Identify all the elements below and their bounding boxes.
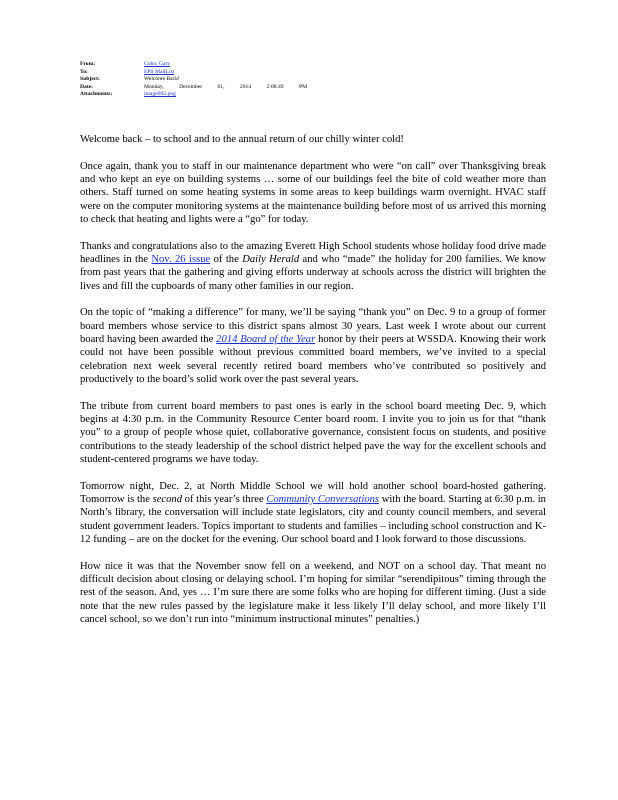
paragraph-snow: How nice it was that the November snow fell on a weekend, and NOT on a school day. That meant no difficult decision about closing or delaying school. I’m hoping for similar “serendipitous” timing through the rest of the season. And, yes … I’m sure there are some folks who are hoping for different timing. (Just a side note that the new rules passed by the legislature make it less likely I’ll delay school, and more likely I’ll cancel school, so we don’t run into “minimum instructional minutes” penalties.): [80, 560, 546, 626]
subject-row: [80, 76, 520, 84]
paragraph-tribute: The tribute from current board members to past ones is early in the school board meeting Dec. 9, which begins at 4:30 p.m. in the Community Resource Center board room. I invite you to join us for that “thank you” to a group of people whose quiet, collaborative governance, consistent focus on students, and positive contributions to the steady leadership of the school district helped pave the way for the excellent schools and student-centered programs we have today.: [80, 400, 546, 466]
community-conversations-link[interactable]: [266, 494, 379, 505]
email-header: [80, 61, 520, 99]
email-body: [80, 133, 546, 626]
link-text: Community Conversations: [266, 494, 380, 506]
text-segment: of this year’s three: [182, 494, 267, 506]
emphasis-second: second: [152, 494, 182, 506]
from-label: From:: [80, 61, 96, 67]
attachment-link[interactable]: image002.png: [144, 91, 176, 98]
date-row: [80, 84, 520, 92]
paragraph-welcome: Welcome back – to school and to the annual return of our chilly winter cold!: [80, 134, 404, 145]
from-row: [80, 61, 520, 69]
text-segment: On the topic of “making a difference” for many, we’ll be saying “thank you” on Dec. 9 to a group of former board members whose service to this district spans almost 30 years. Last week I wrote about our current board having been awarded the: [80, 307, 546, 346]
text-segment: of the: [210, 254, 243, 265]
date-time: 2:08:49: [266, 83, 284, 90]
attachments-label: Attachments:: [80, 91, 113, 98]
date-daynum: 01,: [217, 83, 225, 90]
date-day: Monday,: [144, 83, 164, 90]
board-of-the-year-link[interactable]: [216, 334, 315, 345]
nov-26-issue-link[interactable]: Nov. 26 issue: [151, 254, 211, 265]
date-value: [144, 84, 520, 92]
from-link[interactable]: Cohn, Gary: [144, 61, 171, 67]
to-link[interactable]: EPS MailList: [144, 68, 175, 75]
to-label: To:: [80, 68, 88, 75]
newspaper-name: Daily Herald: [242, 254, 300, 265]
text-segment: Tomorrow night, Dec. 2, at North Middle School we will hold another school board-hosted gathering. Tomorrow is the: [80, 480, 546, 506]
to-row: [80, 69, 520, 77]
paragraph-maintenance: Once again, thank you to staff in our maintenance department who were “on call” over Thanksgiving break and who kept an eye on building systems … some of our buildings feel the bite of cold weather more than others. Staff turned on some heating systems in some areas to keep buildings warm overnight. HVAC staff were on the computer monitoring systems at the maintenance building before most of us arrived this morning to check that heating and lights were a “go” for today.: [80, 160, 546, 226]
subject-value: Welcome Back!: [144, 76, 180, 83]
text-segment: and who “made” the holiday for 200 families. We know from past years that the gathering and giving efforts underway at schools across the district will brighten the lives and fill the cupboards of many other families in our region.: [80, 254, 546, 292]
date-year: 2014: [239, 83, 252, 90]
paragraph-food-drive: [80, 240, 546, 293]
date-label: Date:: [80, 83, 94, 90]
link-text: 2014 Board of the Year: [216, 334, 316, 346]
paragraph-community-conversation: [80, 480, 546, 547]
text-segment: Thanks and congratulations also to the amazing Everett High School students whose holiday food drive made headlines in the: [80, 240, 546, 265]
attachments-row: [80, 91, 520, 99]
date-month: December: [179, 83, 203, 90]
date-ampm: PM: [298, 83, 308, 90]
subject-label: Subject:: [80, 76, 100, 83]
text-segment: with the board. Starting at 6:30 p.m. in North’s library, the conversation will include state legislators, city and county council members, and several student government leaders. Topics important to students and families – including school construction and K-12 funding – are on the docket for the evening. Our school board and I look forward to those discussions.: [80, 494, 546, 546]
text-segment: honor by their peers at WSSDA. Knowing their work could not have been possible without previous committed board members, we’ve invited to a special celebration next week several recently retired board members who’ve contributed so positively and productively to the board’s solid work over the past several years.: [80, 334, 546, 386]
paragraph-former-board: [80, 306, 546, 386]
